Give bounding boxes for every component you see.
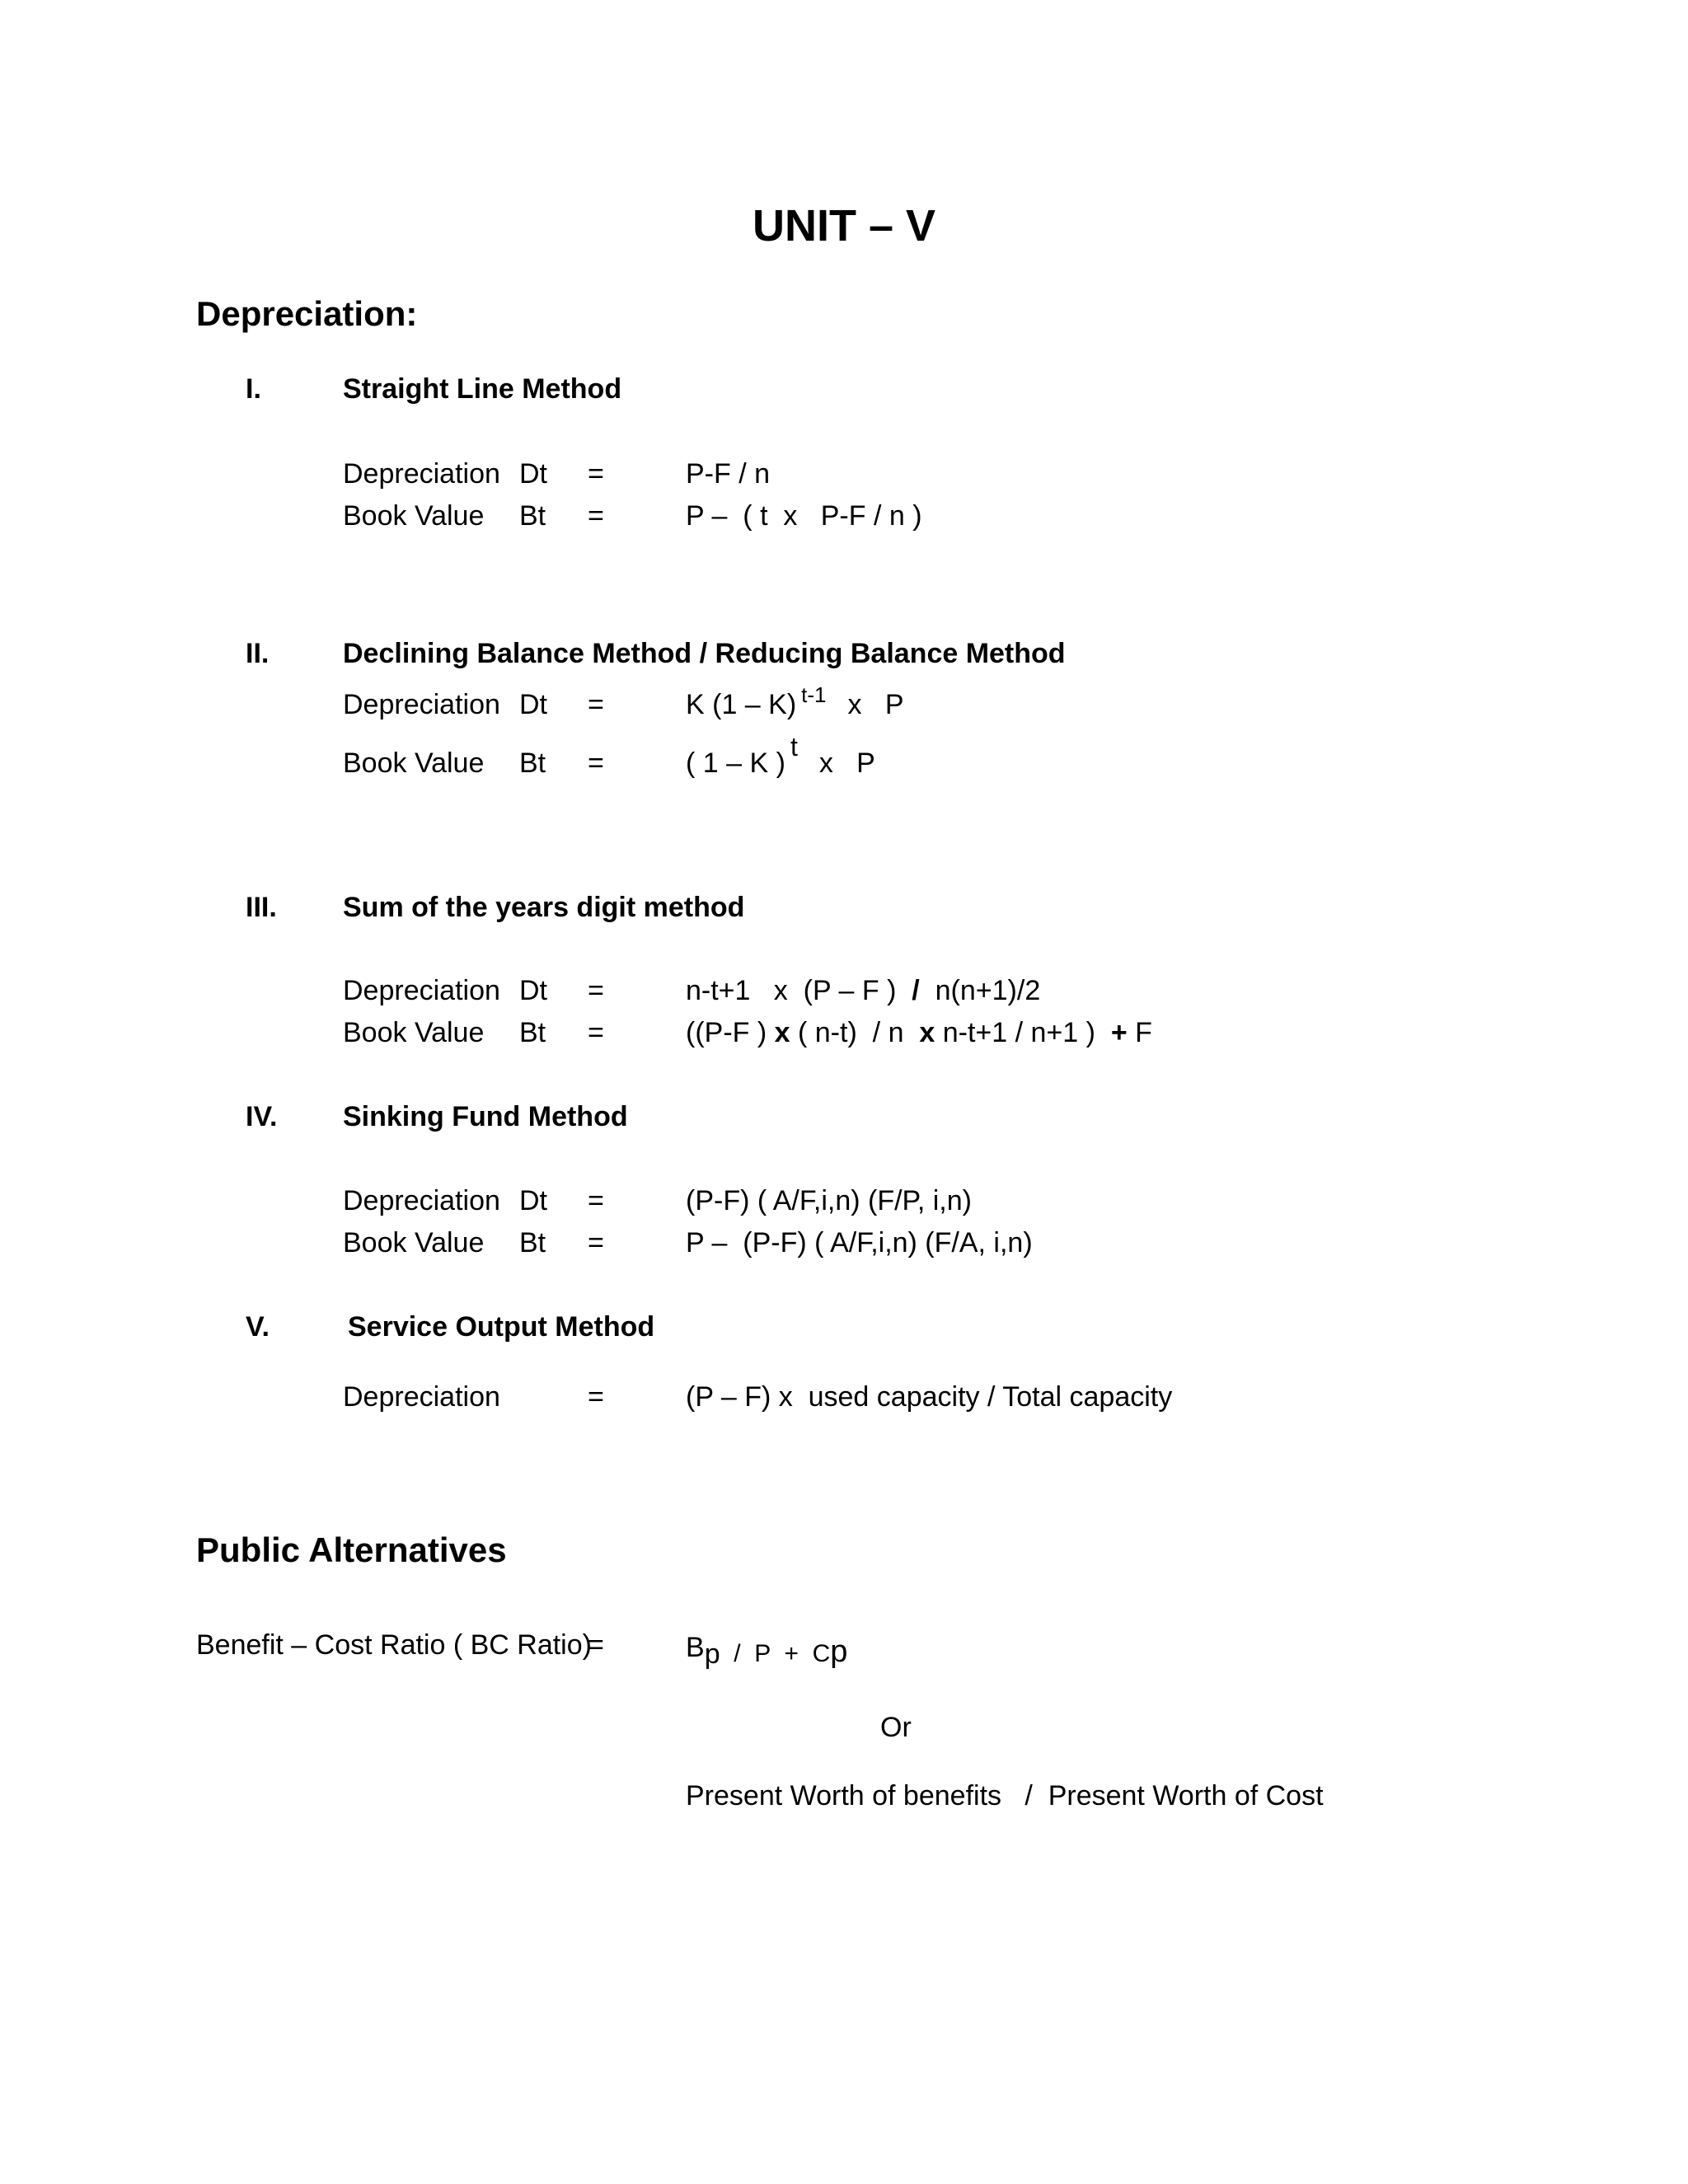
multiply-operator: x xyxy=(919,1017,935,1048)
formula-base: ( 1 – K ) xyxy=(686,748,785,779)
method-numeral: IV. xyxy=(246,1101,278,1132)
bc-ratio-alternative: Present Worth of benefits / Present Worth of Cost xyxy=(686,1780,1324,1811)
row-equals: = xyxy=(588,1227,604,1258)
row-symbol: Dt xyxy=(519,975,547,1006)
method-title: Declining Balance Method / Reducing Balance Method xyxy=(343,638,1066,669)
multiply-operator: x xyxy=(774,1017,790,1048)
benefit-symbol: B xyxy=(686,1632,705,1663)
method-title: Straight Line Method xyxy=(343,373,622,405)
formula-part: F xyxy=(1127,1017,1152,1048)
benefit-subscript: p xyxy=(704,1638,720,1670)
formula-tail: x P xyxy=(847,689,904,720)
row-label: Depreciation xyxy=(343,689,500,720)
row-label: Depreciation xyxy=(343,1381,500,1413)
method-numeral: I. xyxy=(246,373,261,405)
formula-tail: x P xyxy=(818,748,875,779)
formula-exponent: t-1 xyxy=(801,682,827,707)
row-formula xyxy=(686,732,875,780)
row-equals: = xyxy=(588,975,604,1006)
depreciation-heading: Depreciation: xyxy=(196,294,418,333)
row-label: Depreciation xyxy=(343,458,500,490)
method-numeral: II. xyxy=(246,638,270,669)
row-formula: (P – F) x used capacity / Total capacity xyxy=(686,1381,1173,1413)
row-label: Book Value xyxy=(343,500,485,532)
public-alternatives-heading: Public Alternatives xyxy=(196,1530,507,1569)
row-label: Book Value xyxy=(343,748,485,779)
method-numeral: V. xyxy=(246,1311,270,1343)
row-label: Depreciation xyxy=(343,1185,500,1216)
row-equals: = xyxy=(588,689,604,720)
row-label: Depreciation xyxy=(343,975,500,1006)
row-equals: = xyxy=(588,500,604,532)
formula-part: / P + C xyxy=(720,1640,831,1667)
row-formula: P-F / n xyxy=(686,458,771,490)
row-label: Book Value xyxy=(343,1017,485,1048)
page-title: UNIT – V xyxy=(752,201,936,251)
plus-operator: + xyxy=(1110,1017,1128,1048)
formula-exponent: t xyxy=(790,732,798,762)
row-symbol: Bt xyxy=(519,1227,546,1258)
row-symbol: Dt xyxy=(519,458,547,490)
or-text: Or xyxy=(880,1712,912,1743)
row-symbol: Dt xyxy=(519,1185,547,1216)
bc-ratio-equals: = xyxy=(588,1629,604,1661)
method-title: Sum of the years digit method xyxy=(343,892,745,923)
row-formula: (P-F) ( A/F,i,n) (F/P, i,n) xyxy=(686,1185,972,1216)
row-symbol: Bt xyxy=(519,748,546,779)
method-numeral: III. xyxy=(246,892,277,923)
divide-operator: / xyxy=(912,975,920,1006)
method-title: Sinking Fund Method xyxy=(343,1101,628,1132)
formula-part: ( n-t) / n xyxy=(790,1017,920,1048)
formula-part: ((P-F ) xyxy=(686,1017,775,1048)
row-formula: P – (P-F) ( A/F,i,n) (F/A, i,n) xyxy=(686,1227,1033,1258)
row-formula xyxy=(686,975,1040,1007)
row-formula: P – ( t x P-F / n ) xyxy=(686,500,922,532)
row-equals: = xyxy=(588,1185,604,1216)
formula-part: n-t+1 x (P – F ) xyxy=(686,975,912,1006)
formula-part: n(n+1)/2 xyxy=(919,975,1041,1006)
row-equals: = xyxy=(588,458,604,490)
row-formula xyxy=(686,682,904,721)
cost-subscript: p xyxy=(830,1634,848,1669)
row-symbol: Bt xyxy=(519,500,546,532)
formula-part: n-t+1 / n+1 ) xyxy=(935,1017,1111,1048)
bc-ratio-label: Benefit – Cost Ratio ( BC Ratio) xyxy=(196,1629,592,1661)
row-symbol: Dt xyxy=(519,689,547,720)
bc-ratio-formula xyxy=(686,1629,848,1670)
row-equals: = xyxy=(588,1017,604,1048)
row-equals: = xyxy=(588,748,604,779)
row-label: Book Value xyxy=(343,1227,485,1258)
row-formula xyxy=(686,1017,1152,1049)
formula-base: K (1 – K) xyxy=(686,689,797,720)
row-symbol: Bt xyxy=(519,1017,546,1048)
row-equals: = xyxy=(588,1381,604,1413)
method-title: Service Output Method xyxy=(348,1311,655,1343)
